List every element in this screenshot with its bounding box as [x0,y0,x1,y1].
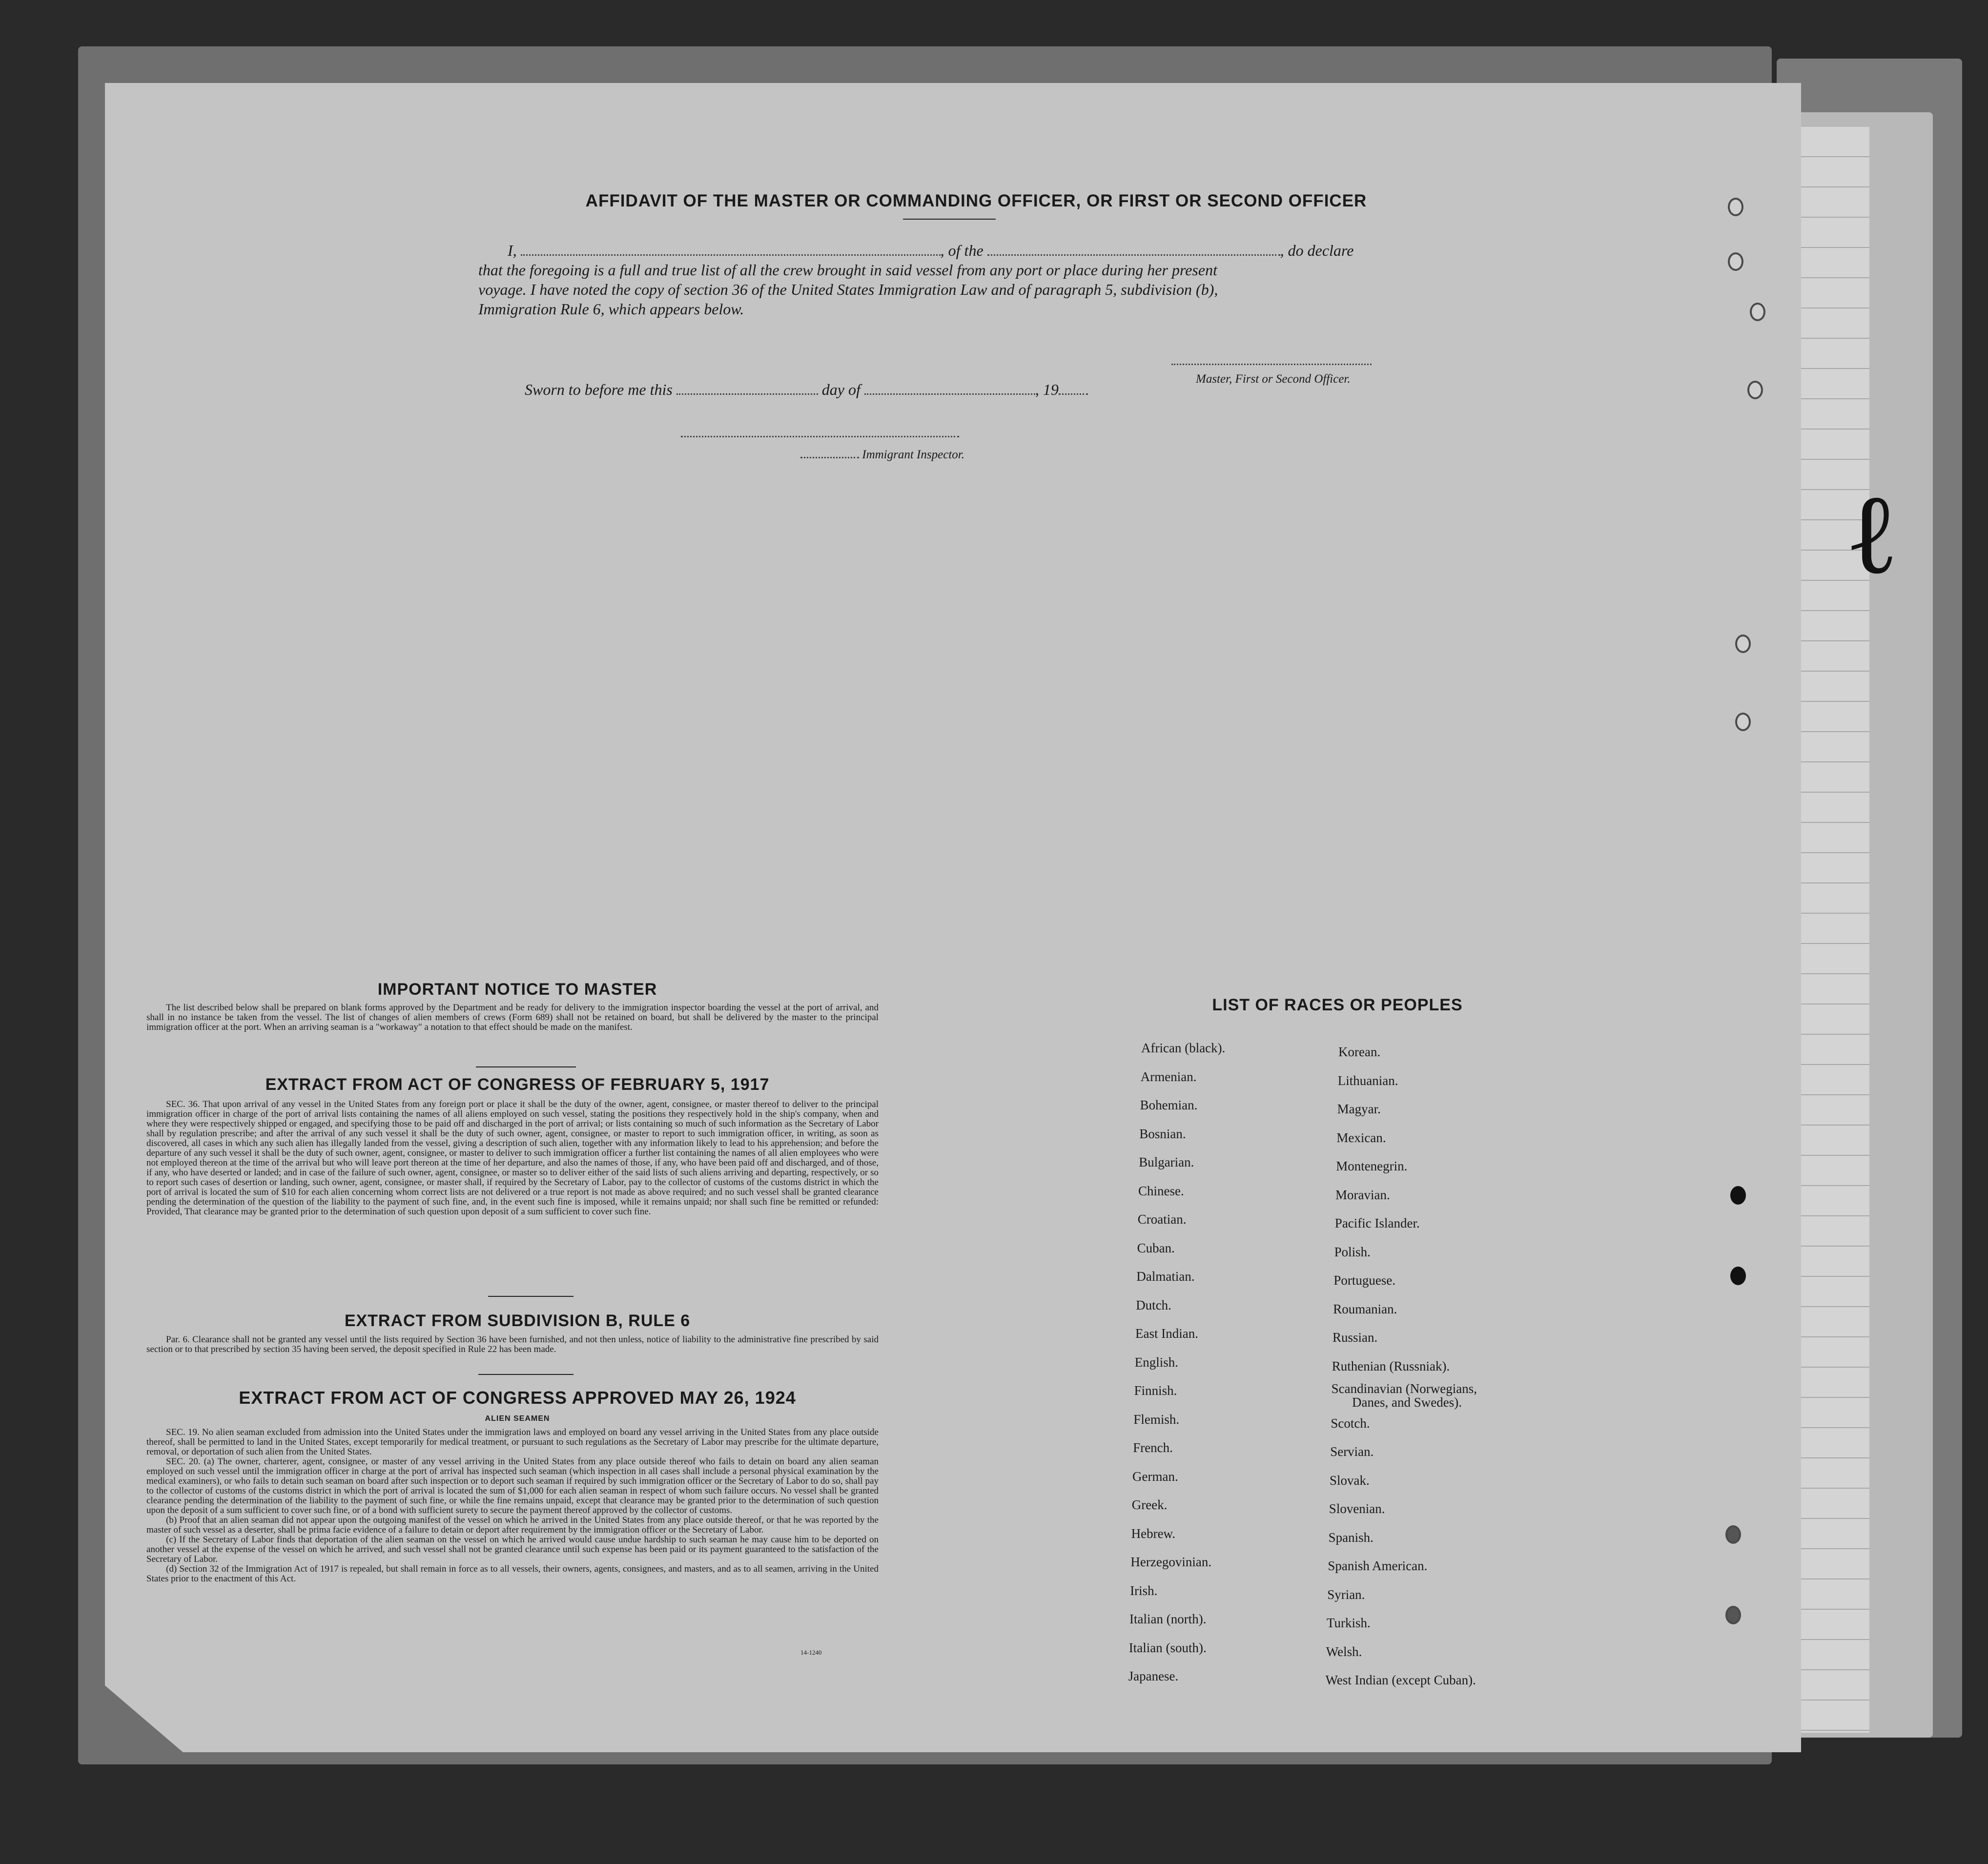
race-left-item: Greek. [1131,1497,1168,1512]
race-left-item: Hebrew. [1131,1526,1176,1541]
race-right-item: West Indian (except Cuban). [1325,1673,1476,1687]
race-left-item: Armenian. [1140,1069,1197,1084]
race-right-item: Roumanian. [1333,1301,1397,1316]
extract-rule6-rule [478,1374,574,1375]
year-prefix: , 19 [1035,381,1059,398]
inspector-dots [800,457,859,458]
sworn-line [525,381,1208,399]
punch-hole-icon [1728,198,1743,216]
race-right-item: Lithuanian. [1337,1073,1398,1088]
race-right-item: Slovenian. [1329,1501,1385,1516]
punch-hole-icon [1750,303,1765,321]
affidavit-declaration-line [478,242,1415,260]
extract-1917-rule [488,1296,574,1297]
handwritten-mark-icon: ℓ [1845,469,1899,599]
month-blank [864,393,1035,395]
extract-1917-text [146,1100,879,1217]
race-left-item: Irish. [1130,1583,1158,1598]
affidavit-line-1: that the foregoing is a full and true list of all the crew brought in said vessel from any port or place during her present [478,261,1217,279]
form-number: 14-1240 [800,1649,822,1656]
signature-caption: Master, First or Second Officer. [1196,372,1351,386]
race-left-item: Flemish. [1133,1412,1180,1427]
extract-1924-paragraph-3: (b) Proof that an alien seaman did not appear upon the outgoing manifest of the vessel on which he arrived in the United States from any place outside thereof, or that he was reported by the master of such vessel as a deserter, shall be prima facie evidence of a failure to detain or deport after requirement by the immigration officer or the Secretary of Labor. [146,1515,879,1535]
race-left-item: English. [1134,1354,1179,1370]
race-left-item: French. [1133,1440,1173,1455]
extract-1924-paragraph-1: SEC. 19. No alien seaman excluded from admission into the United States under the immigration laws and employed on board any vessel arriving in the United States from any place outside thereof, shall be permitted to land in the United States, except temporarily for medical treatment, or pursuant to such regulations as the Secretary of Labor may prescribe for the ultimate departure, removal, or deportation of such alien from the United States. [146,1427,879,1457]
punch-hole-icon [1728,252,1743,271]
race-left-item: Italian (south). [1128,1640,1207,1655]
race-left-item: Herzegovinian. [1130,1555,1212,1569]
year-blank [1059,393,1088,395]
extract-rule6-paragraph: Par. 6. Clearance shall not be granted any vessel until the lists required by Section 36 have been furnished, and not then unless, notice of liability to the administrative fine prescribed by said section or to that prescribed by section 35 having been served, the deposit specified in Rule 22 has been made. [146,1334,879,1354]
race-left-item: Dalmatian. [1136,1269,1195,1284]
race-right-item: Pacific Islander. [1334,1216,1420,1230]
race-right-item: Korean. [1338,1045,1381,1059]
name-blank [521,254,941,256]
affidavit-of-the: , of the [940,242,984,259]
race-left-item: African (black). [1141,1041,1226,1055]
extract-1917-title: EXTRACT FROM ACT OF CONGRESS OF FEBRUARY 5, 1917 [265,1075,770,1094]
race-right-item: Turkish. [1327,1616,1371,1630]
inspector-line [800,448,964,462]
races-title: LIST OF RACES OR PEOPLES [1212,996,1463,1014]
punch-hole-icon [1730,1186,1746,1205]
extract-1924-title: EXTRACT FROM ACT OF CONGRESS APPROVED MAY 26, 1924 [239,1388,796,1408]
race-right-item: Welsh. [1326,1644,1362,1659]
punch-hole-icon [1735,635,1751,653]
race-right-item: Magyar. [1337,1102,1381,1116]
extract-1924-paragraph-2: SEC. 20. (a) The owner, charterer, agent, consignee, or master of any vessel arriving in the United States from any place outside thereof who fails to detain on board any alien seaman employed on such vessel until the immigration officer in charge at the port of arrival has inspected such seaman (which inspection in all cases shall include a personal physical examination by the medical examiners), or who fails to detain such seaman on board after such inspection or to deport such seaman if required by such immigration officer or the Secretary of Labor to do so, shall pay to the collector of customs of the customs district in which the port of arrival is located the sum of $1,000 for each alien seaman in respect of whom such failure occurs. No vessel shall be granted clearance pending the determination of the liability to the payment of such fine, or while the fine remains unpaid, except that clearance may be granted prior to the determination of such question upon the deposit of a sum sufficient to cover such fine, or of a bond with sufficient surety to secure the payment thereof approved by the collector of customs. [146,1456,879,1516]
affidavit-do-declare: , do declare [1280,242,1354,259]
affidavit-title: AFFIDAVIT OF THE MASTER OR COMMANDING OFFICER, OR FIRST OR SECOND OFFICER [585,191,1367,210]
punch-hole-icon [1747,381,1763,399]
race-right-item: Scandinavian (Norwegians, [1331,1381,1477,1396]
race-right-item: Polish. [1334,1244,1371,1259]
affidavit-title-rule [903,219,996,220]
race-left-item: Bohemian. [1140,1098,1198,1112]
day-of-label: day of [821,381,861,398]
extract-1924-paragraph-4: (c) If the Secretary of Labor finds that deportation of the alien seaman on the vessel on which he arrived would cause undue hardship to such seaman he may cause him to be deported on another vessel at the expense of the vessel on which he arrived, and such vessel shall not be granted clearance until such expense has been paid or its payment guaranteed to the satisfaction of the Secretary of Labor. [146,1535,879,1564]
race-right-item: Servian. [1330,1444,1374,1459]
sworn-label: Sworn to before me this [525,381,673,398]
signature-blank [1171,364,1372,365]
punch-hole-icon [1730,1267,1746,1285]
race-right-item: Syrian. [1327,1587,1365,1602]
extract-1924-paragraph-5: (d) Section 32 of the Immigration Act of 1917 is repealed, but shall remain in force as to all vessels, their owners, agents, consignees, and masters, and as to all seamen, arriving in the United States prior to the enactment of this Act. [146,1564,879,1584]
race-right-item: Portuguese. [1333,1273,1396,1288]
race-right-item: Ruthenian (Russniak). [1332,1358,1450,1373]
race-left-item: Finnish. [1134,1383,1177,1398]
punch-hole-icon [1735,713,1751,731]
inspector-blank [681,436,959,437]
race-left-item: Croatian. [1137,1212,1187,1227]
affidavit-line-2: voyage. I have noted the copy of section 36 of the United States Immigration Law and of paragraph 5, subdivision (b), [478,281,1218,298]
race-right-item: Moravian. [1335,1187,1390,1202]
race-right-item: Scotch. [1331,1415,1370,1431]
race-right-item: Spanish American. [1328,1558,1428,1573]
race-right-item: Mexican. [1336,1130,1386,1145]
affidavit-line-3: Immigration Rule 6, which appears below. [478,300,744,318]
race-left-item: Bulgarian. [1139,1155,1194,1169]
ruled-paper-strip [1801,127,1869,1733]
affidavit-i-label: I, [508,242,517,259]
race-left-item: Italian (north). [1129,1612,1207,1626]
extract-1924-subtitle: ALIEN SEAMEN [485,1414,550,1423]
vessel-blank [987,254,1280,256]
extract-rule6-title: EXTRACT FROM SUBDIVISION B, RULE 6 [344,1311,691,1330]
punch-hole-icon [1725,1606,1741,1624]
notice-paragraph: The list described below shall be prepared on blank forms approved by the Department and be ready for delivery to the immigration inspector boarding the vessel at the port of arrival, and shall in no instance be taken from the vessel. The list of changes of alien members of crews (Form 689) shall not be retained on board, but shall be delivered by the master to the principal immigration officer at the port. When an arriving seaman is a "workaway" a notation to that effect should be made on the manifest. [146,1003,879,1032]
notice-title: IMPORTANT NOTICE TO MASTER [377,980,657,999]
inspector-caption: Immigrant Inspector. [862,448,964,461]
race-right-item: Montenegrin. [1336,1159,1408,1173]
race-left-item: Japanese. [1128,1669,1179,1683]
day-blank [676,393,818,395]
punch-hole-icon [1725,1525,1741,1544]
race-right-item: Slovak. [1330,1473,1370,1488]
extract-1924-text [146,1428,879,1584]
race-left-item: East Indian. [1135,1326,1198,1341]
extract-1917-paragraph: SEC. 36. That upon arrival of any vessel in the United States from any foreign port or place it shall be the duty of the owner, agent, consignee, or master thereof to deliver to the principal immigration officer in charge of the port of arrival lists containing the names of all aliens employed on such vessel, stating the positions they respectively hold in the ship's company, when and where they were respectively shipped or engaged, and specifying those to be paid off and discharged in the port of arrival; or lists containing so much of such information as the Secretary of Labor shall by regulation prescribe; and after the arrival of any such vessel it shall be the duty of such owner, agent, consignee, or master to report to such immigration officer, in writing, as soon as discovered, all cases in which any such alien has illegally landed from the vessel, giving a description of such alien, together with any information likely to lead to his apprehension; and before the departure of any such vessel it shall be the duty of such owner, agent, consignee, or master to deliver to such immigration officer a further list containing the names of all alien employees who were not employed thereon at the time of the arrival but who will leave port thereon at the time of her departure, and also the names of those, if any, who have been paid off and discharged, and of those, if any, who have deserted or landed; and in case of the failure of such owner, agent, consignee, or master so to deliver either of the said lists of such aliens arriving and departing, respectively, or so to report such cases of desertion or landing, such owner, agent, consignee, or master shall, if required by the Secretary of Labor, pay to the collector of customs of the customs district in which the port of arrival is located the sum of $10 for each alien concerning whom correct lists are not delivered or a true report is not made as above required; and no such vessel shall be granted clearance pending the determination of the question of the liability to the payment of such fine, and, in the event such fine is imposed, while it remains unpaid; nor shall such fine be remitted or refunded: Provided, That clearance may be granted prior to the determination of such question upon deposit of a sum sufficient to cover such fine. [146,1099,879,1217]
race-right-item: Russian. [1332,1330,1378,1345]
race-left-item: Chinese. [1138,1183,1184,1198]
notice-text [146,1003,879,1032]
extract-rule6-text [146,1335,879,1354]
race-right-item: Spanish. [1328,1530,1373,1545]
race-left-item: Bosnian. [1139,1126,1186,1141]
race-right-item-continuation: Danes, and Swedes). [1352,1395,1462,1410]
race-left-item: German. [1132,1469,1178,1484]
notice-rule [476,1066,576,1067]
race-left-item: Cuban. [1137,1240,1175,1255]
race-left-item: Dutch. [1136,1297,1171,1312]
